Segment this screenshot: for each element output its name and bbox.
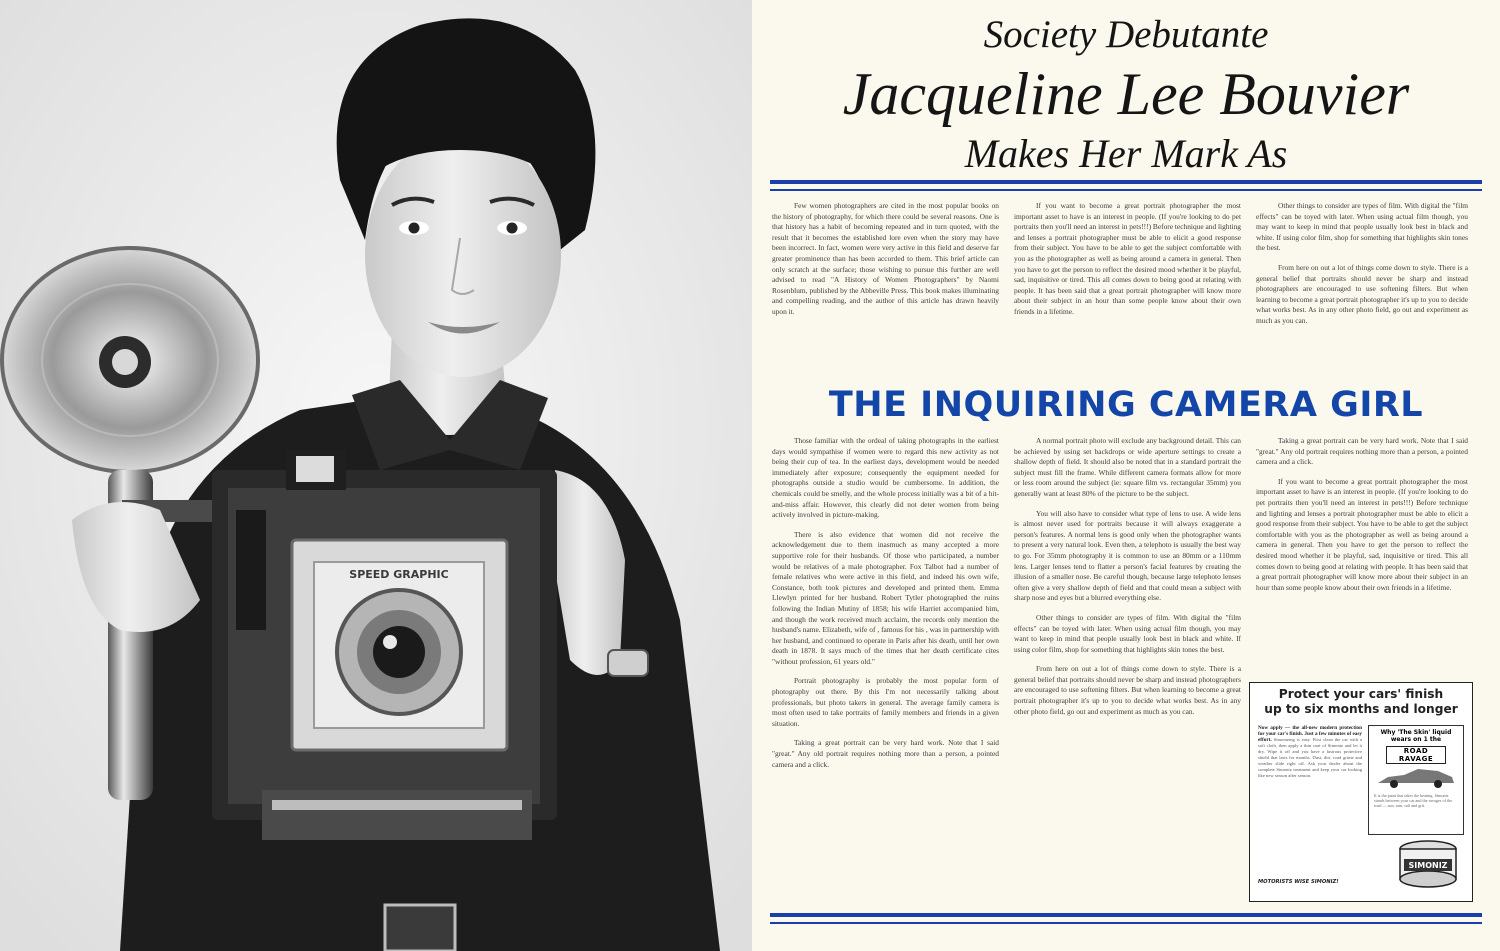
paragraph: A normal portrait photo will exclude any background detail. This can be achieved by using set backdrops or wide aperture settings to create a shallow depth of field. It should also be noted that in a standard portrait the subject must fill the frame. While different camera formats allow for more or less room around the subject (ie: square film vs. rectangular 35mm) you generally want at least 80% of the picture to be the subject. bbox=[1014, 436, 1241, 498]
ad-tagline: MOTORISTS WISE SIMONIZ! bbox=[1258, 879, 1339, 885]
article-page bbox=[752, 0, 1500, 951]
top-column-3 bbox=[1256, 201, 1468, 385]
paragraph: Those familiar with the ordeal of taking photographs in the earliest days would sympathise if women were to regard this new activity as not being their cup of tea. In the earliest days, development would be needed immediately after exposure; consequently the equipment needed for photographs outside a studio would be cumbersome. In addition, the chemicals could be smelly, and the whole process initially was a bit of a hit-and-miss affair. However, this clearly did not deter women from being actively involved in picture-making. bbox=[772, 436, 999, 520]
ad-inset-card bbox=[1368, 725, 1464, 835]
bottom-rule-thick bbox=[770, 913, 1482, 917]
camera-brand-plate: SPEED GRAPHIC bbox=[349, 568, 449, 581]
ad-card-brand: ROAD RAVAGE bbox=[1386, 746, 1446, 764]
paragraph: Taking a great portrait can be very hard work. Note that I said "great." Any old portrait requires nothing more than a person, a pointed camera and a click. bbox=[772, 738, 999, 769]
top-rule-thick bbox=[770, 180, 1482, 184]
paragraph: Other things to consider are types of film. With digital the "film effects" can be toyed with later. When using actual film though, you may want to keep in mind that people usually look best in black and white. If using color film, shop for something that highlights skin tones the best. bbox=[1256, 201, 1468, 253]
bottom-rule-thin bbox=[770, 922, 1482, 924]
simoniz-advertisement bbox=[1249, 682, 1473, 902]
headline-subline: Makes Her Mark As bbox=[964, 131, 1288, 176]
face bbox=[365, 133, 561, 377]
article-title: THE INQUIRING CAMERA GIRL bbox=[828, 385, 1424, 425]
paragraph: From here on out a lot of things come down to style. There is a general belief that portraits should never be sharp and instead photographers are encouraged to use softening filters. But when learning to become a great portrait photographer it's up to you to decide what works best. As in any other photo field, go out and experiment as much as you can. bbox=[1256, 262, 1468, 325]
bottom-column-3 bbox=[1256, 436, 1468, 676]
press-camera bbox=[212, 450, 557, 840]
paragraph: Other things to consider are types of film. With digital the "film effects" can be toyed with later. When using actual film though, you may want to keep in mind that people usually look best in black and white. If using color film, shop for something that highlights skin tones the best. bbox=[1014, 612, 1241, 654]
paragraph: If you want to become a great portrait photographer the most important asset to have is an interest in people. (If you're looking to do pet portraits then you'll need an interest in pets!!!) Before technique and lighting and lenses a portrait photographer must be able to elicit a good response from their subject. You have to be able to get the subject comfortable with you as the photographer as well as being around a camera in general. Then you have to get the person to reflect the desired mood whether it be playful, sad, inquisitive or tired. This all comes down to being good at relating with people. It has been said that a great portrait photographer will know more about their subject in an hour than some people know about their own friends in a lifetime. bbox=[1014, 201, 1241, 316]
polish-tin-icon bbox=[1396, 837, 1460, 891]
car-icon bbox=[1374, 767, 1458, 789]
ad-headline bbox=[1250, 687, 1472, 717]
top-rule-thin bbox=[770, 189, 1482, 191]
ad-headline-line: up to six months and longer bbox=[1264, 702, 1458, 716]
ad-body bbox=[1258, 725, 1362, 779]
paragraph: If you want to become a great portrait photographer the most important asset to have is an interest in people. (If you're looking to do pet portraits then you'll need an interest in pets!!!) Before technique and lighting and lenses a portrait photographer must be able to elicit a good response from their subject. You have to be able to get the subject comfortable with you as the photographer as well as being around a camera in general. Then you have to get the person to reflect the desired mood whether it be playful, sad, inquisitive or tired. This all comes down to being good at relating with people. It has been said that a great portrait photographer will know more about their subject in an hour than some people know about their own friends in a lifetime. bbox=[1256, 476, 1468, 592]
paragraph: There is also evidence that women did not receive the acknowledgement due to them inasmuch as many accepted a more supportive role for their husbands. Of those who participated, a number would be relatives of a male photographer. Fox Talbot had a number of female relatives who were active in this field, and indeed his own wife, Constance, both took pictures and developed and printed them. Emma Llewlyn printed for her husband. Robert Tytler photographed the ruins following the Indian Mutiny of 1858; his wife Harriet accompanied him, and though the work received much acclaim, the records only mention the husband's name. Elizabeth, wife of , famous for his , was in partnership with her husband, and continued to operate in Paris after his death, until her own death in 1878. It says much of the times that her death certificate cites "without profession, 61 years old." bbox=[772, 529, 999, 666]
ad-card-title: Why 'The Skin' liquid wears on 1 the bbox=[1380, 729, 1452, 743]
paragraph: You will also have to consider what type of lens to use. A wide lens is almost never used for portraits because it will always exaggerate a person's features. A normal lens is good only when the photographer wants to present a very natural look. Even then, a telephoto is usually the best way to go. For 35mm photography it is common to use an 80mm or a 110mm lens. Larger lenses tend to flatter a person's facial features by creating the illusion of a smaller nose. Be careful though, because large telephoto lenses often give a very shallow depth of field and that could mean a subject with sharp nose and eyes but a blurred everything else. bbox=[1014, 508, 1241, 603]
top-column-1 bbox=[772, 201, 999, 385]
bottom-column-1 bbox=[772, 436, 999, 902]
headline-kicker: Society Debutante bbox=[983, 13, 1269, 56]
ad-lead: Now apply — the all-new modern protection for your car's finish. Just a few minutes of easy effort. bbox=[1258, 725, 1362, 743]
ad-body-text: Simonizing is easy. First clean the car with a soft cloth, then apply a thin coat of Simoniz and let it dry. Wipe it off and you have a lustrous protective shield that lasts for months. Dust, dirt, road grime and weather slide right off. Ask your dealer about the complete Simoniz treatment and keep your car looking like new season after season. bbox=[1258, 737, 1362, 778]
top-column-2 bbox=[1014, 201, 1241, 385]
ad-headline-line: Protect your cars' finish bbox=[1278, 687, 1444, 701]
tin-label: SIMONIZ bbox=[1408, 861, 1448, 870]
paragraph: From here on out a lot of things come down to style. There is a general belief that portraits should never be sharp and instead photographers are encouraged to use softening filters. But when learning to become a great portrait photographer it's up to you to decide what works best. As in any other photo field, go out and experiment as much as you can. bbox=[1014, 664, 1241, 716]
belt-buckle bbox=[385, 905, 455, 951]
ad-card-text: It is the paint that takes the beating. Simoniz stands between your car and the ravages of the road — sun, rain, salt and grit. bbox=[1374, 793, 1453, 809]
bottom-column-2 bbox=[1014, 436, 1241, 902]
paragraph: Portrait photography is probably the most popular form of photography out there. By this I'm not necessarily talking about professionals, but photo takers in general. The average family camera is most often used to take portraits of family members and friends in a given situation. bbox=[772, 676, 999, 728]
headline-name: Jacqueline Lee Bouvier bbox=[842, 61, 1410, 127]
paragraph: Few women photographers are cited in the most popular books on the history of photography, for which there could be several reasons. One is that history has a habit of becoming repeated and in turn quoted, with the result that it becomes the established lore even when the story may have been incorrect. In fact, women were very active in this field and deserve far greater prominence than has been accorded to them. This brief article can only scratch at the surface; those wishing to pursue this further are well advised to read "A History of Women Photographers" by Naomi Rosenblum, published by the Abbeville Press. This book makes illuminating and compelling reading, and the author of this article has drawn heavily upon it. bbox=[772, 201, 999, 316]
paragraph: Taking a great portrait can be very hard work. Note that I said "great." Any old portrait requires nothing more than a person, a pointed camera and a click. bbox=[1256, 436, 1468, 467]
wristwatch bbox=[608, 650, 648, 676]
